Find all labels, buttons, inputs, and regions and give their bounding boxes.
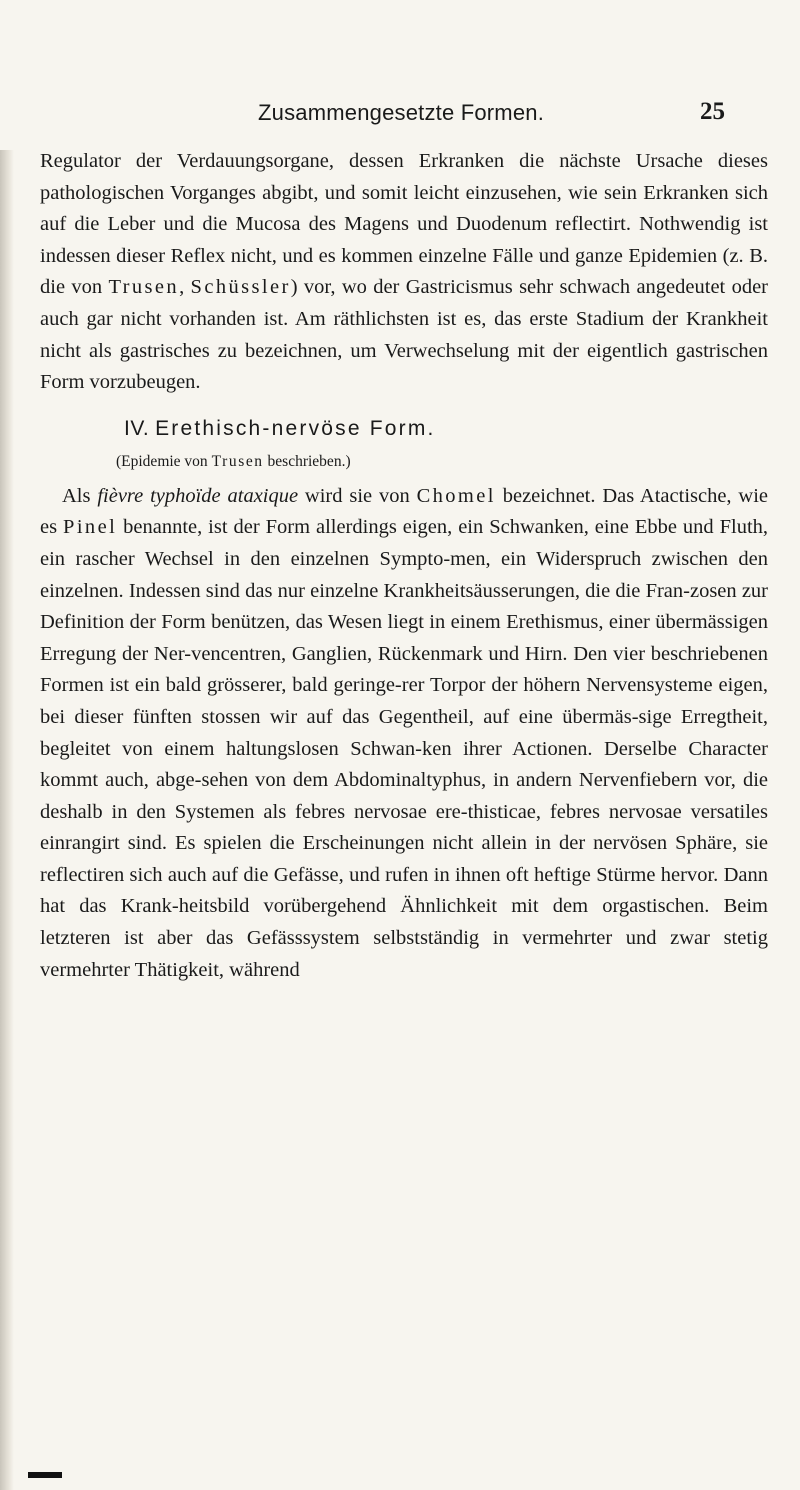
author-name: Chomel — [416, 484, 496, 507]
section-title: Erethisch-nervöse Form. — [155, 416, 436, 440]
body-text — [40, 146, 768, 986]
binding-gutter-shadow — [0, 150, 14, 1490]
section-subtitle: (Epidemie von Trusen beschrieben.) — [116, 452, 351, 470]
page-header — [0, 100, 800, 136]
print-corner-mark — [28, 1472, 62, 1478]
page-number: 25 — [700, 98, 725, 125]
paragraph-erethic-form: Als fièvre typhoïde ataxique wird sie von Chomel bezeichnet. Das Atactische, wie es Pinel benannte, ist der Form allerdings eigen, ein Schwanken, eine Ebbe und Fluth, ein rascher Wechsel in den einzelnen Sympto-men, ein Widerspruch zwischen den einzelnen. Indessen sind das nur einzelne Krankheitsäusserungen, die die Fran-zosen zur Definition der Form benützen, das Wesen liegt in einem Erethismus, einer übermässigen Erregung der Ner-vencentren, Ganglien, Rückenmark und Hirn. Den vier beschriebenen Formen ist ein bald grösserer, bald geringe-rer Torpor der höhern Nervensysteme eigen, bei dieser fünften stossen wir auf das Gegentheil, auf eine übermäs-sige Erregtheit, begleitet von einem haltungslosen Schwan-ken ihrer Actionen. Derselbe Character kommt auch, abge-sehen von dem Abdominaltyphus, in andern Nervenfiebern vor, die deshalb in den Systemen als febres nervosae ere-thisticae, febres nervosae versatiles einrangirt sind. Es spielen die Erscheinungen nicht allein in der nervösen Sphäre, sie reflectiren sich auch auf die Gefässe, und rufen in ihnen oft heftige Stürme hervor. Dann hat das Krank-heitsbild vorübergehend Ähnlichkeit mit dem orgastischen. Beim letzteren ist aber das Gefässsystem selbstständig in vermehrter und zwar stetig vermehrter Thätigkeit, während — [40, 484, 769, 981]
section-heading — [40, 413, 768, 445]
author-name: Trusen — [211, 452, 264, 470]
author-name: Pinel — [63, 516, 118, 539]
section-number: IV. — [124, 416, 150, 440]
paragraph-gastric-form-end: Regulator der Verdauungsorgane, dessen Erkranken die nächste Ursache dieses pathologischen Vorganges abgibt, und somit leicht einzusehen, wie sein Erkranken sich auf die Leber und die Mucosa des Magens und Duodenum reflectirt. Nothwendig ist indessen dieser Reflex nicht, und es kommen einzelne Fälle und ganze Epidemien (z. B. die von Trusen, Schüssler) vor, wo der Gastricismus sehr schwach angedeutet oder auch gar nicht vorhanden ist. Am räthlichsten ist es, das erste Stadium der Krankheit nicht als gastrisches zu bezeichnen, um Verwechselung mit der eigentlich gastrischen Form vorzubeugen. — [40, 150, 768, 394]
running-title: Zusammengesetzte Formen. — [258, 100, 545, 125]
italic-term: fièvre typhoïde ataxique — [97, 484, 299, 507]
author-name: Trusen — [108, 276, 180, 299]
author-name: Schüssler — [190, 276, 291, 299]
